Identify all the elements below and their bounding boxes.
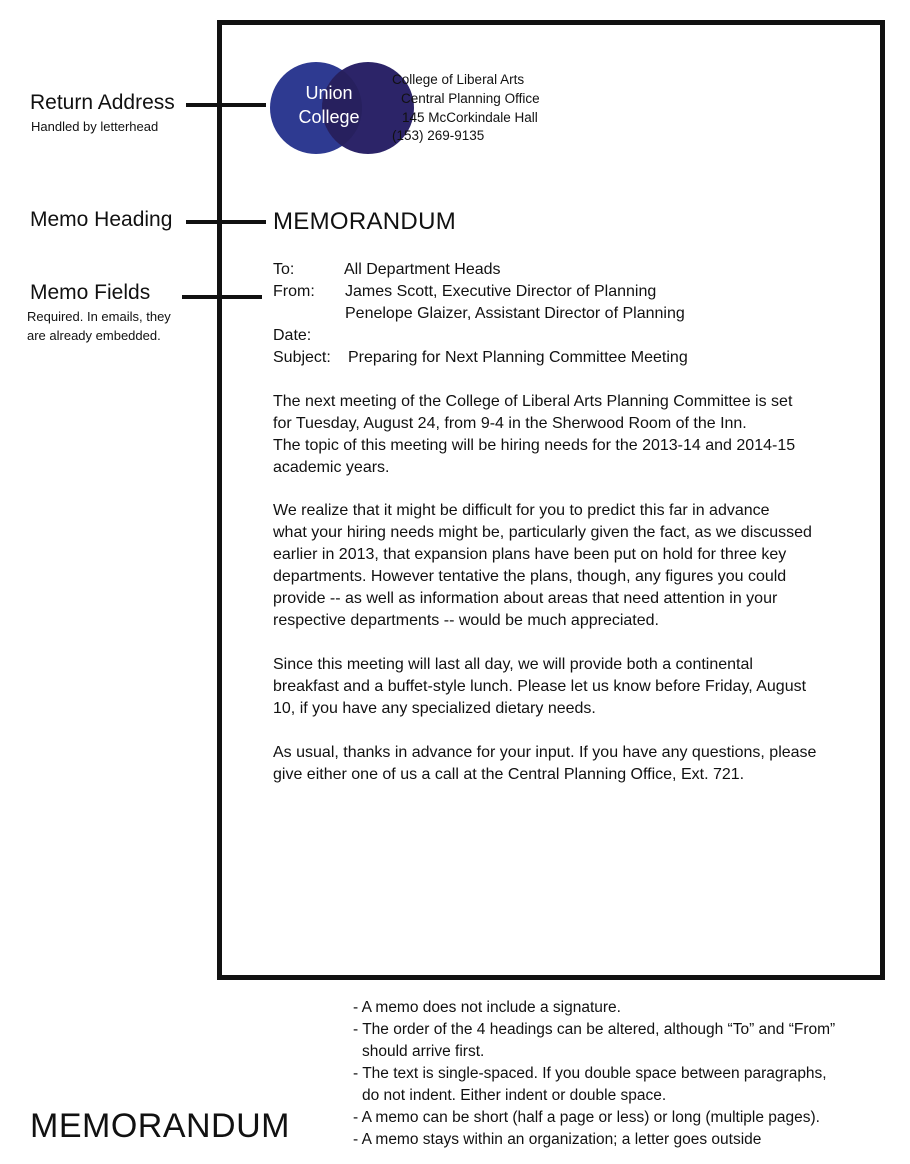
paragraph-line: 10, if you have any specialized dietary needs.	[273, 700, 596, 717]
paragraph-line: earlier in 2013, that expansion plans have been put on hold for three key	[273, 546, 787, 563]
note-line: - A memo stays within an organization; a letter goes outside	[353, 1131, 762, 1148]
return-address-line: 145 McCorkindale Hall	[402, 110, 538, 125]
subject-label: Subject:	[273, 349, 331, 366]
note-line: should arrive first.	[362, 1043, 485, 1060]
footer-title: MEMORANDUM	[30, 1107, 290, 1145]
to-label: To:	[273, 261, 295, 278]
union-college-logo-text	[290, 81, 368, 129]
logo-line-2: College	[298, 107, 360, 127]
paragraph-line: respective departments -- would be much appreciated.	[273, 612, 659, 629]
paragraph-line: provide -- as well as information about areas that need attention in your	[273, 590, 778, 607]
note-line: do not indent. Either indent or double space.	[362, 1087, 667, 1104]
return-address-line: College of Liberal Arts	[392, 72, 525, 87]
paragraph-line: The topic of this meeting will be hiring needs for the 2013-14 and 2014-15	[273, 437, 796, 454]
paragraph-line: We realize that it might be difficult for you to predict this far in advance	[273, 502, 770, 519]
annotation-memo-heading-title: Memo Heading	[30, 208, 173, 231]
logo-line-1: Union	[305, 83, 353, 103]
paragraph-line: give either one of us a call at the Central Planning Office, Ext. 721.	[273, 766, 745, 783]
memo-heading: MEMORANDUM	[273, 208, 456, 235]
date-label: Date:	[273, 327, 312, 344]
memo-paragraph-3	[273, 654, 806, 720]
from-value: Penelope Glaizer, Assistant Director of Planning	[345, 305, 685, 322]
paragraph-line: The next meeting of the College of Liberal Arts Planning Committee is set	[273, 393, 793, 410]
paragraph-line: academic years.	[273, 459, 390, 476]
note-line: - The order of the 4 headings can be altered, although “To” and “From”	[353, 1021, 836, 1038]
annotation-memo-fields-note-line: Required. In emails, they	[27, 309, 171, 324]
to-value: All Department Heads	[344, 261, 501, 278]
annotation-memo-fields-title: Memo Fields	[30, 281, 151, 304]
paragraph-line: Since this meeting will last all day, we will provide both a continental	[273, 656, 753, 673]
paragraph-line: departments. However tentative the plans, though, any figures you could	[273, 568, 787, 585]
from-value: James Scott, Executive Director of Planning	[345, 283, 657, 300]
annotation-memo-fields-note-line: are already embedded.	[27, 328, 161, 343]
memo-paragraph-1	[273, 391, 795, 479]
paragraph-line: breakfast and a buffet-style lunch. Please let us know before Friday, August	[273, 678, 807, 695]
subject-value: Preparing for Next Planning Committee Meeting	[348, 349, 688, 366]
from-label: From:	[273, 283, 315, 300]
return-address-line: Central Planning Office	[401, 91, 540, 106]
paragraph-line: what your hiring needs might be, particularly given the fact, as we discussed	[273, 524, 812, 541]
paragraph-line: for Tuesday, August 24, from 9-4 in the Sherwood Room of the Inn.	[273, 415, 747, 432]
paragraph-line: As usual, thanks in advance for your input. If you have any questions, please	[273, 744, 817, 761]
annotation-return-address-title: Return Address	[30, 91, 175, 114]
return-address-line: (153) 269-9135	[392, 128, 485, 143]
memo-paragraph-2	[273, 500, 812, 632]
annotation-return-address-note: Handled by letterhead	[31, 119, 159, 134]
memo-notes-list	[353, 997, 835, 1151]
note-line: - The text is single-spaced. If you double space between paragraphs,	[353, 1065, 827, 1082]
memo-paragraph-4	[273, 742, 816, 786]
note-line: - A memo can be short (half a page or less) or long (multiple pages).	[353, 1109, 820, 1126]
note-line: - A memo does not include a signature.	[353, 999, 621, 1016]
